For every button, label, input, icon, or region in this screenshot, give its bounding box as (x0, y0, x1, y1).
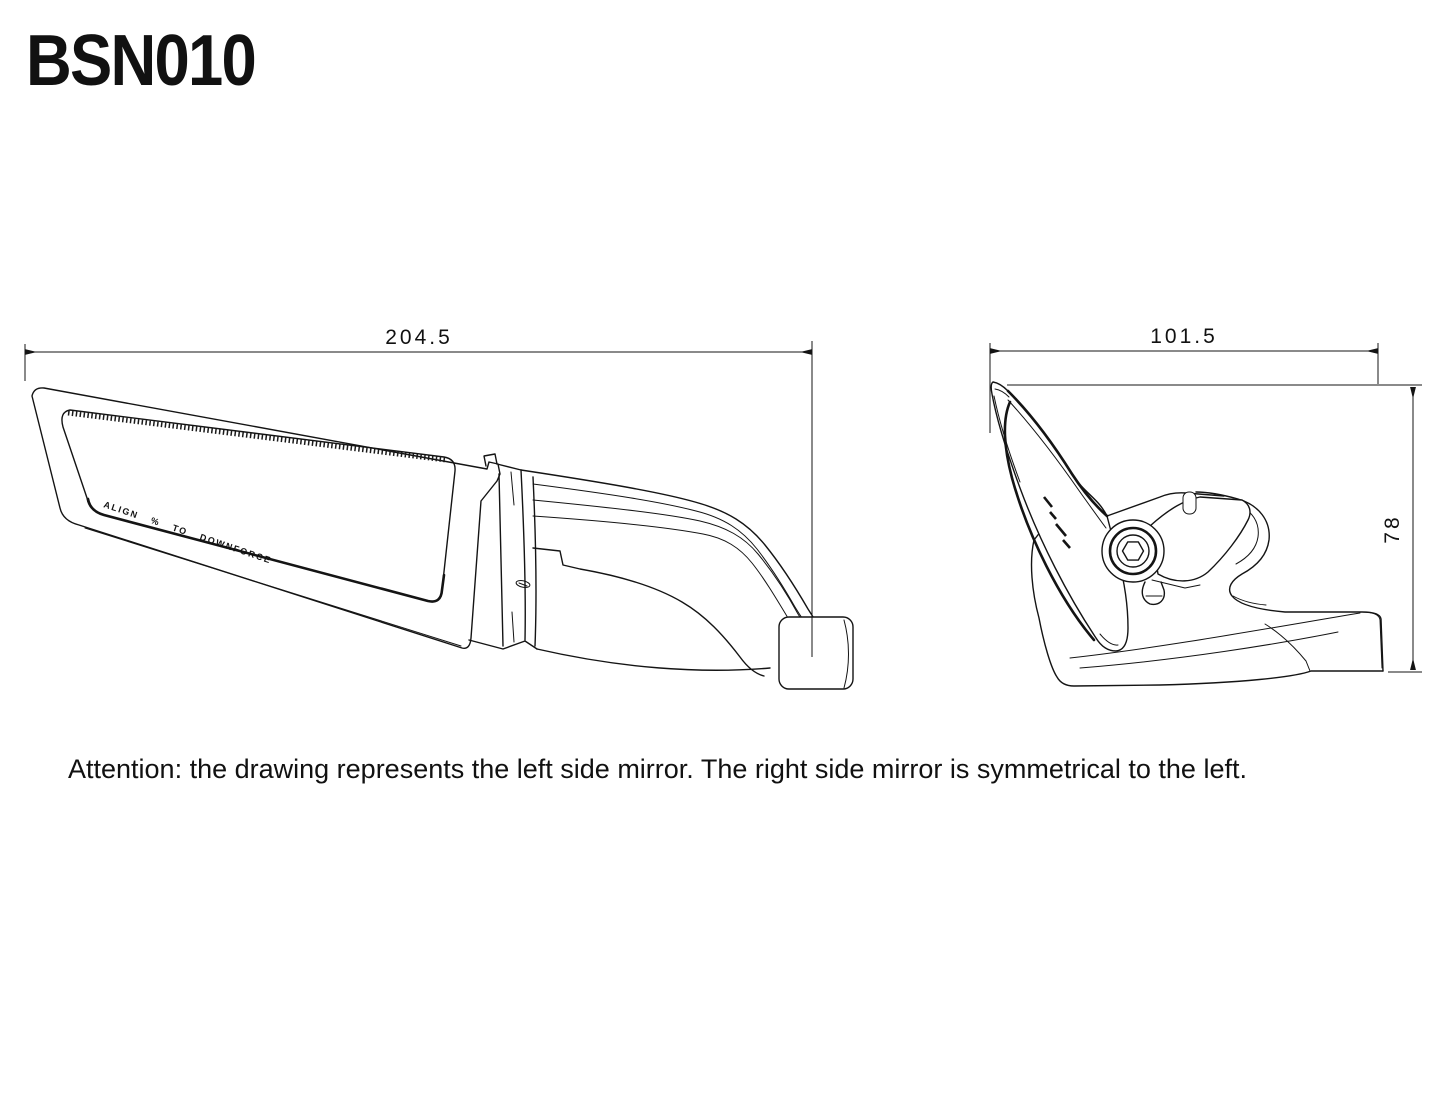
dimension-label-101-5: 101.5 (1150, 325, 1218, 348)
width-dimension-front-view (990, 325, 1378, 433)
side-view-drawing (25, 326, 853, 689)
mirror-arm (497, 464, 824, 676)
part-number-title: BSN010 (26, 21, 255, 101)
mirror-housing-outline (32, 388, 500, 648)
front-view-drawing (990, 325, 1422, 686)
attention-note: Attention: the drawing represents the left side mirror. The right side mirror is symmetrical to the left. (68, 754, 1247, 784)
mount-block (779, 617, 853, 689)
pivot-hex-bolt (1102, 520, 1164, 582)
dimension-label-204-5: 204.5 (385, 326, 453, 349)
dimension-label-78: 78 (1381, 514, 1404, 544)
glass-marking-label: ALIGN % TO DOWNFORCE (102, 499, 274, 566)
